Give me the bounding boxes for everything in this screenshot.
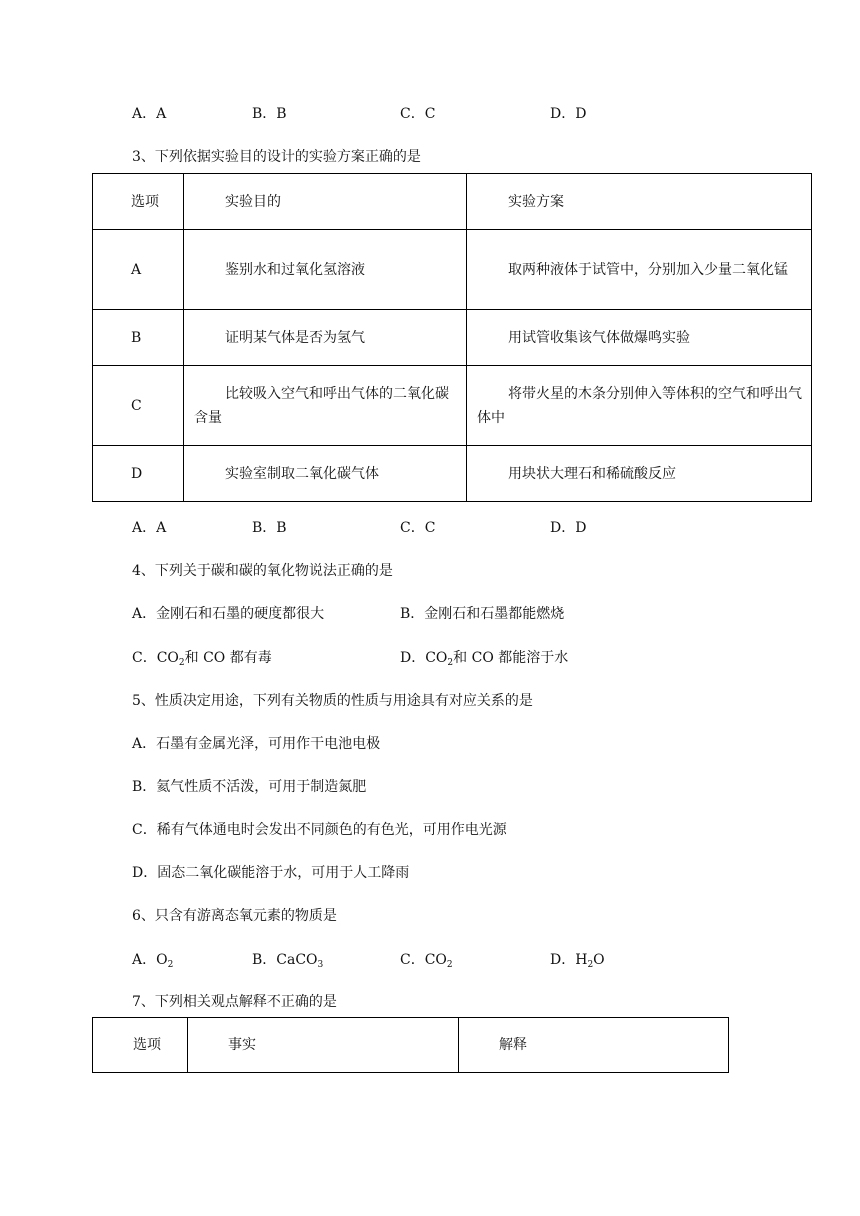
q2-option-b: B．B xyxy=(252,106,287,122)
q4-option-d-suffix: 和 CO 都能溶于水 xyxy=(453,650,569,666)
q6-option-b xyxy=(252,950,323,970)
q6-option-a-prefix: A．O xyxy=(132,952,168,968)
q3-option-b: B．B xyxy=(252,520,287,536)
q5-option-a: A．石墨有金属光泽，可用作干电池电极 xyxy=(132,736,381,752)
q4-option-c-prefix: C．CO xyxy=(132,650,179,666)
q3-row-d-purpose: 实验室制取二氧化碳气体 xyxy=(184,446,467,502)
q6-option-c-prefix: C．CO xyxy=(400,952,447,968)
q4-stem: 4、下列关于碳和碳的氧化物说法正确的是 xyxy=(132,563,393,579)
table-row xyxy=(93,366,812,446)
q5-option-b: B．氦气性质不活泼，可用于制造氮肥 xyxy=(132,779,367,795)
q2-option-a: A．A xyxy=(132,106,167,122)
q3-row-b-plan: 用试管收集该气体做爆鸣实验 xyxy=(467,310,812,366)
q6-option-c-subscript: 2 xyxy=(446,960,453,970)
q5-option-d: D．固态二氧化碳能溶于水，可用于人工降雨 xyxy=(132,865,410,881)
q7-header-explanation: 解释 xyxy=(459,1018,729,1073)
q6-option-d-prefix: D．H xyxy=(550,952,588,968)
q3-row-c-plan: 将带火星的木条分别伸入等体积的空气和呼出气体中 xyxy=(467,366,812,446)
q3-table xyxy=(92,173,812,502)
table-row xyxy=(93,446,812,502)
q7-table xyxy=(92,1017,729,1073)
q6-option-c xyxy=(400,950,453,970)
q6-option-a-subscript: 2 xyxy=(167,960,174,970)
q3-row-a-purpose: 鉴别水和过氧化氢溶液 xyxy=(184,230,467,310)
q3-row-b-purpose: 证明某气体是否为氢气 xyxy=(184,310,467,366)
q3-row-c-option: C xyxy=(93,366,184,446)
q5-stem: 5、性质决定用途，下列有关物质的性质与用途具有对应关系的是 xyxy=(132,693,533,709)
q6-option-a xyxy=(132,950,173,970)
q6-option-d xyxy=(550,950,605,970)
q3-row-a-option: A xyxy=(93,230,184,310)
q7-header-fact: 事实 xyxy=(188,1018,459,1073)
q7-table-header-row xyxy=(93,1018,729,1073)
q3-row-d-option: D xyxy=(93,446,184,502)
q3-option-d: D．D xyxy=(550,520,587,536)
q3-row-b-option: B xyxy=(93,310,184,366)
q3-table-header-row xyxy=(93,174,812,230)
q4-option-b: B．金刚石和石墨都能燃烧 xyxy=(400,606,565,622)
q3-row-a-plan: 取两种液体于试管中，分别加入少量二氧化锰 xyxy=(467,230,812,310)
q4-option-c-subscript: 2 xyxy=(178,658,185,668)
table-row xyxy=(93,310,812,366)
q3-header-purpose: 实验目的 xyxy=(184,174,467,230)
q4-option-a: A．金刚石和石墨的硬度都很大 xyxy=(132,606,325,622)
q2-option-d: D．D xyxy=(550,106,587,122)
q3-header-plan: 实验方案 xyxy=(467,174,812,230)
q3-option-a: A．A xyxy=(132,520,167,536)
table-row xyxy=(93,230,812,310)
q7-header-option: 选项 xyxy=(93,1018,188,1073)
q3-header-option: 选项 xyxy=(93,174,184,230)
q3-stem: 3、下列依据实验目的设计的实验方案正确的是 xyxy=(132,149,421,165)
q2-option-c: C．C xyxy=(400,106,436,122)
q3-row-c-purpose: 比较吸入空气和呼出气体的二氧化碳含量 xyxy=(184,366,467,446)
q6-option-d-subscript: 2 xyxy=(587,960,594,970)
q4-option-d xyxy=(400,648,568,668)
q4-option-c xyxy=(132,648,272,668)
q3-row-d-plan: 用块状大理石和稀硫酸反应 xyxy=(467,446,812,502)
q6-option-d-suffix: O xyxy=(593,952,605,968)
q6-stem: 6、只含有游离态氧元素的物质是 xyxy=(132,908,337,924)
q7-stem: 7、下列相关观点解释不正确的是 xyxy=(132,994,337,1010)
q4-option-c-suffix: 和 CO 都有毒 xyxy=(184,650,272,666)
q5-option-c: C．稀有气体通电时会发出不同颜色的有色光，可用作电光源 xyxy=(132,822,507,838)
q6-option-b-subscript: 3 xyxy=(317,960,324,970)
q4-option-d-subscript: 2 xyxy=(447,658,454,668)
q3-option-c: C．C xyxy=(400,520,436,536)
q4-option-d-prefix: D．CO xyxy=(400,650,448,666)
q6-option-b-prefix: B．CaCO xyxy=(252,952,318,968)
